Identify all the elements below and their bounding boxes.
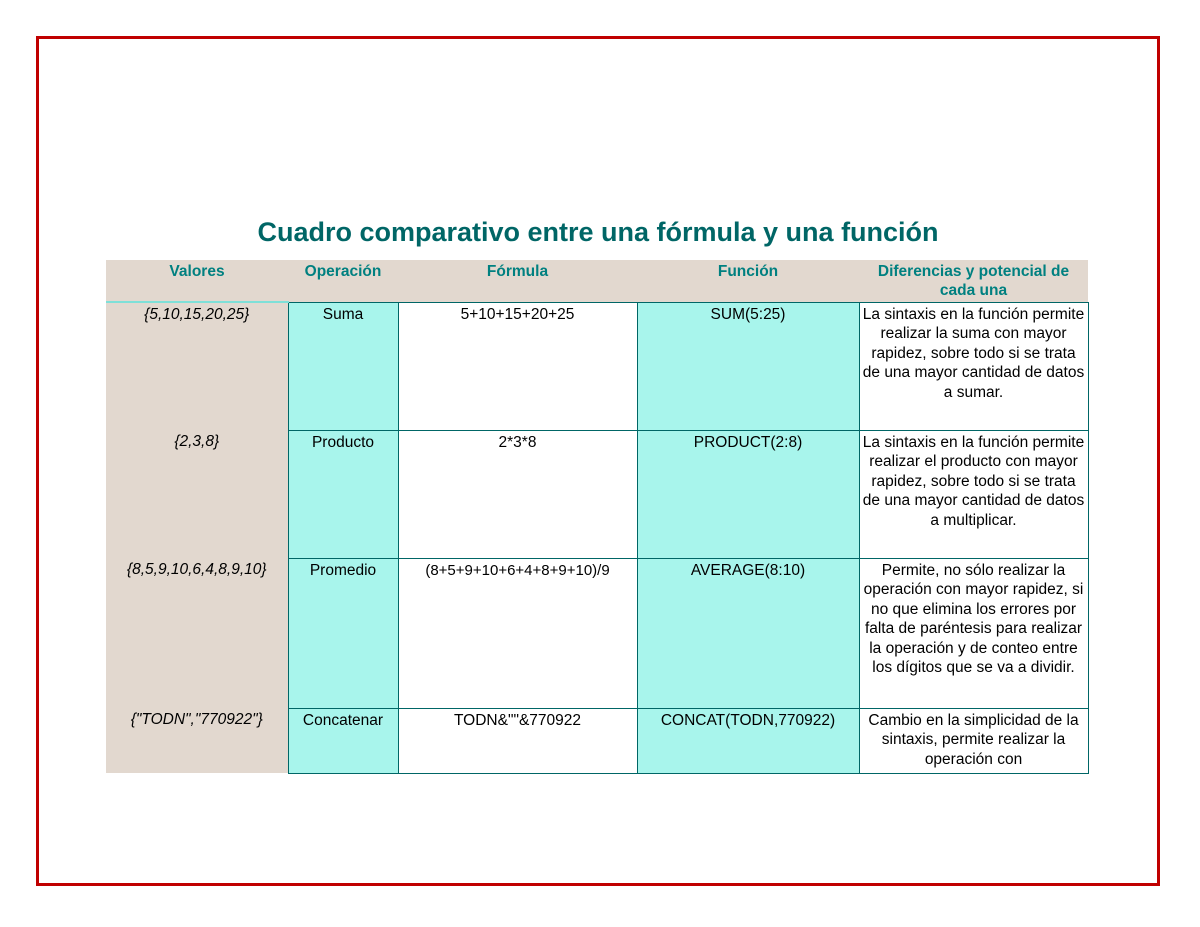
header-row [106,260,1088,302]
comparison-table [106,260,1089,774]
cell-operacion: Concatenar [288,708,398,773]
cell-diferencias: La sintaxis en la función permite realizar el producto con mayor rapidez, sobre todo si se trata de una mayor cantidad de datos a multiplicar. [859,430,1088,558]
header-funcion: Función [637,260,859,302]
table-row [106,708,1088,773]
cell-funcion: CONCAT(TODN,770922) [637,708,859,773]
cell-valores: {"TODN","770922"} [106,708,288,773]
header-diferencias: Diferencias y potencial de cada una [859,260,1088,302]
cell-funcion: PRODUCT(2:8) [637,430,859,558]
header-operacion: Operación [288,260,398,302]
page-title: Cuadro comparativo entre una fórmula y una función [257,217,939,247]
cell-diferencias: La sintaxis en la función permite realizar la suma con mayor rapidez, sobre todo si se trata de una mayor cantidad de datos a sumar. [859,302,1088,430]
cell-operacion: Promedio [288,558,398,708]
cell-valores: {8,5,9,10,6,4,8,9,10} [106,558,288,708]
cell-funcion: SUM(5:25) [637,302,859,430]
cell-formula: (8+5+9+10+6+4+8+9+10)/9 [398,558,637,708]
cell-valores: {5,10,15,20,25} [106,302,288,430]
cell-formula: 2*3*8 [398,430,637,558]
cell-operacion: Suma [288,302,398,430]
table-row [106,430,1088,558]
comparison-table-container [106,260,1088,807]
cell-operacion: Producto [288,430,398,558]
table-row [106,558,1088,708]
cell-diferencias: Permite, no sólo realizar la operación con mayor rapidez, si no que elimina los errores por falta de paréntesis para realizar la operación y de conteo entre los dígitos que se va a dividir. [859,558,1088,708]
cell-funcion: AVERAGE(8:10) [637,558,859,708]
cell-diferencias: Cambio en la simplicidad de la sintaxis, permite realizar la operación con [859,708,1088,773]
header-valores: Valores [106,260,288,302]
cell-formula: 5+10+15+20+25 [398,302,637,430]
table-row [106,302,1088,430]
cell-valores: {2,3,8} [106,430,288,558]
cell-formula: TODN&""&770922 [398,708,637,773]
header-formula: Fórmula [398,260,637,302]
